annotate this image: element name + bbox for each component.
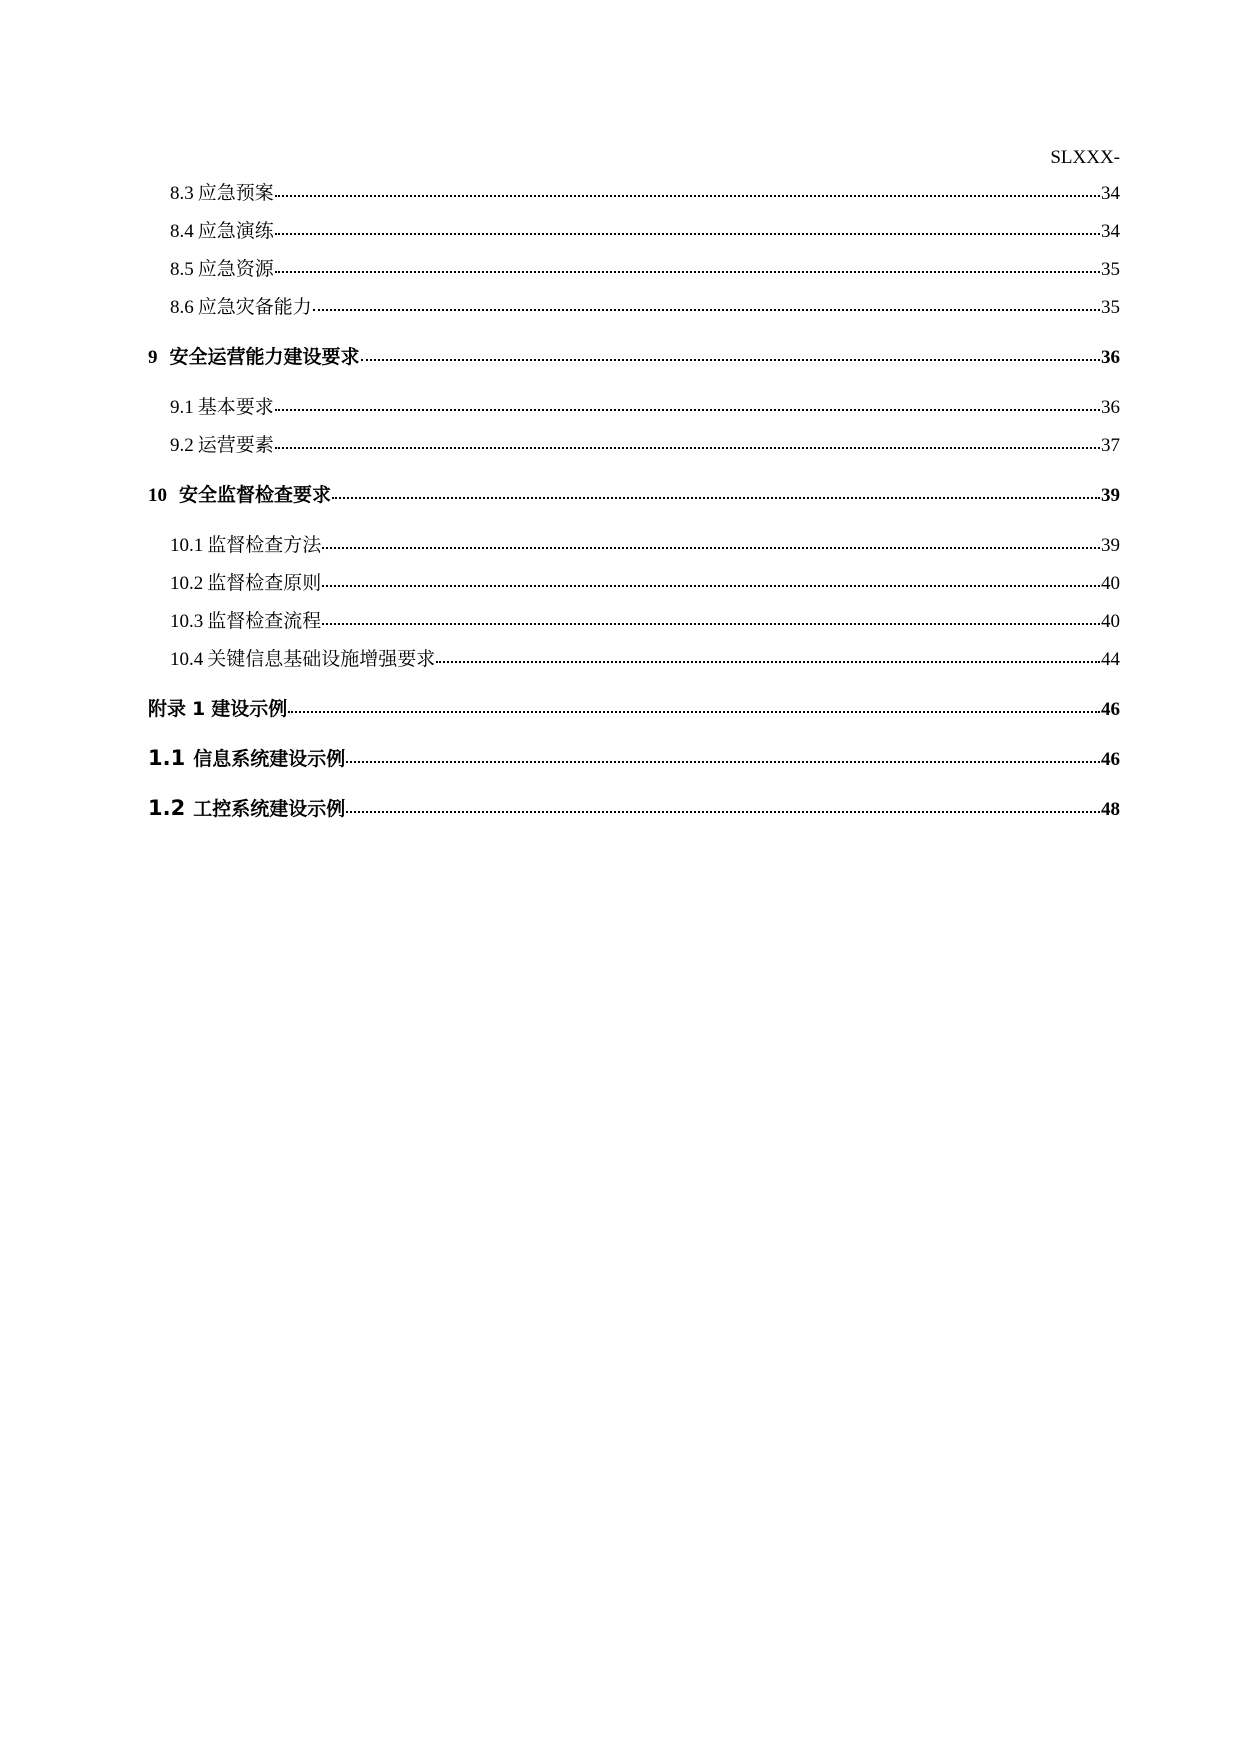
toc-entry-appendix-1[interactable] <box>148 696 1120 722</box>
toc-leader <box>346 746 1100 765</box>
toc-page-number: 40 <box>1101 573 1120 594</box>
toc-number: 10.3 <box>170 611 204 632</box>
toc-number: 10.2 <box>170 573 204 594</box>
toc-leader <box>275 218 1100 237</box>
toc-title: 应急资源 <box>197 259 274 280</box>
toc-page-number: 35 <box>1101 259 1120 280</box>
toc-number: 9 <box>148 347 158 368</box>
toc-entry-10-2[interactable] <box>170 570 1120 596</box>
toc-entry-8-5[interactable] <box>170 256 1120 282</box>
toc-leader <box>288 696 1100 715</box>
toc-leader <box>275 432 1100 451</box>
toc-leader <box>275 394 1100 413</box>
toc-entry-8-3[interactable] <box>170 180 1120 206</box>
toc-page-number: 39 <box>1101 535 1120 556</box>
toc-number: 8.3 <box>170 183 194 204</box>
toc-leader <box>322 570 1100 589</box>
toc-number: 10.4 <box>170 649 204 670</box>
toc-page-number: 34 <box>1101 183 1120 204</box>
document-code: SLXXX- <box>1050 147 1120 168</box>
toc-page-number: 36 <box>1101 397 1120 418</box>
toc-entry-8-4[interactable] <box>170 218 1120 244</box>
toc-leader <box>361 344 1100 363</box>
toc-leader <box>332 482 1100 501</box>
toc-entry-chapter-9[interactable] <box>148 344 1120 370</box>
toc-title: 运营要素 <box>197 435 274 456</box>
toc-number: 10 <box>148 485 167 506</box>
toc-entry-8-6[interactable] <box>170 294 1120 320</box>
toc-number: 8.4 <box>170 221 194 242</box>
toc-entry-9-1[interactable] <box>170 394 1120 420</box>
toc-page-number: 46 <box>1101 749 1120 770</box>
toc-title: 关键信息基础设施增强要求 <box>207 649 436 670</box>
toc-page-number: 39 <box>1101 485 1120 506</box>
toc-number: 1 <box>192 698 206 720</box>
toc-leader <box>346 796 1100 815</box>
toc-title: 应急预案 <box>197 183 274 204</box>
toc-entry-appendix-1-1[interactable] <box>148 746 1120 772</box>
toc-page-number: 44 <box>1101 649 1120 670</box>
toc-page-number: 46 <box>1101 699 1120 720</box>
toc-number: 9.2 <box>170 435 194 456</box>
toc-leader <box>436 646 1100 665</box>
toc-entry-10-1[interactable] <box>170 532 1120 558</box>
toc-title: 监督检查原则 <box>207 573 322 594</box>
toc-entry-chapter-10[interactable] <box>148 482 1120 508</box>
toc-title: 监督检查方法 <box>207 535 322 556</box>
toc-title: 建设示例 <box>211 699 288 720</box>
toc-entry-10-4[interactable] <box>170 646 1120 672</box>
toc-page-number: 40 <box>1101 611 1120 632</box>
toc-leader <box>322 532 1100 551</box>
toc-number: 1.2 <box>148 796 186 820</box>
toc-entry-9-2[interactable] <box>170 432 1120 458</box>
toc-title: 安全监督检查要求 <box>179 485 332 506</box>
toc-title: 应急灾备能力 <box>197 297 312 318</box>
toc-leader <box>322 608 1100 627</box>
toc-page-number: 34 <box>1101 221 1120 242</box>
toc-number: 8.6 <box>170 297 194 318</box>
toc-page-number: 48 <box>1101 799 1120 820</box>
toc-number: 8.5 <box>170 259 194 280</box>
toc-page-number: 35 <box>1101 297 1120 318</box>
toc-appendix-prefix: 附录 <box>148 699 187 720</box>
toc-title: 监督检查流程 <box>207 611 322 632</box>
toc-leader <box>275 180 1100 199</box>
toc-number: 1.1 <box>148 746 186 770</box>
toc-title: 安全运营能力建设要求 <box>169 347 360 368</box>
toc-page-number: 36 <box>1101 347 1120 368</box>
toc-title: 基本要求 <box>197 397 274 418</box>
toc-page-number: 37 <box>1101 435 1120 456</box>
toc-entry-appendix-1-2[interactable] <box>148 796 1120 822</box>
toc-entry-10-3[interactable] <box>170 608 1120 634</box>
toc-leader <box>313 294 1100 313</box>
toc-number: 9.1 <box>170 397 194 418</box>
toc-number: 10.1 <box>170 535 204 556</box>
toc-title: 工控系统建设示例 <box>193 799 346 820</box>
toc-title: 信息系统建设示例 <box>193 749 346 770</box>
toc-title: 应急演练 <box>197 221 274 242</box>
toc-leader <box>275 256 1100 275</box>
